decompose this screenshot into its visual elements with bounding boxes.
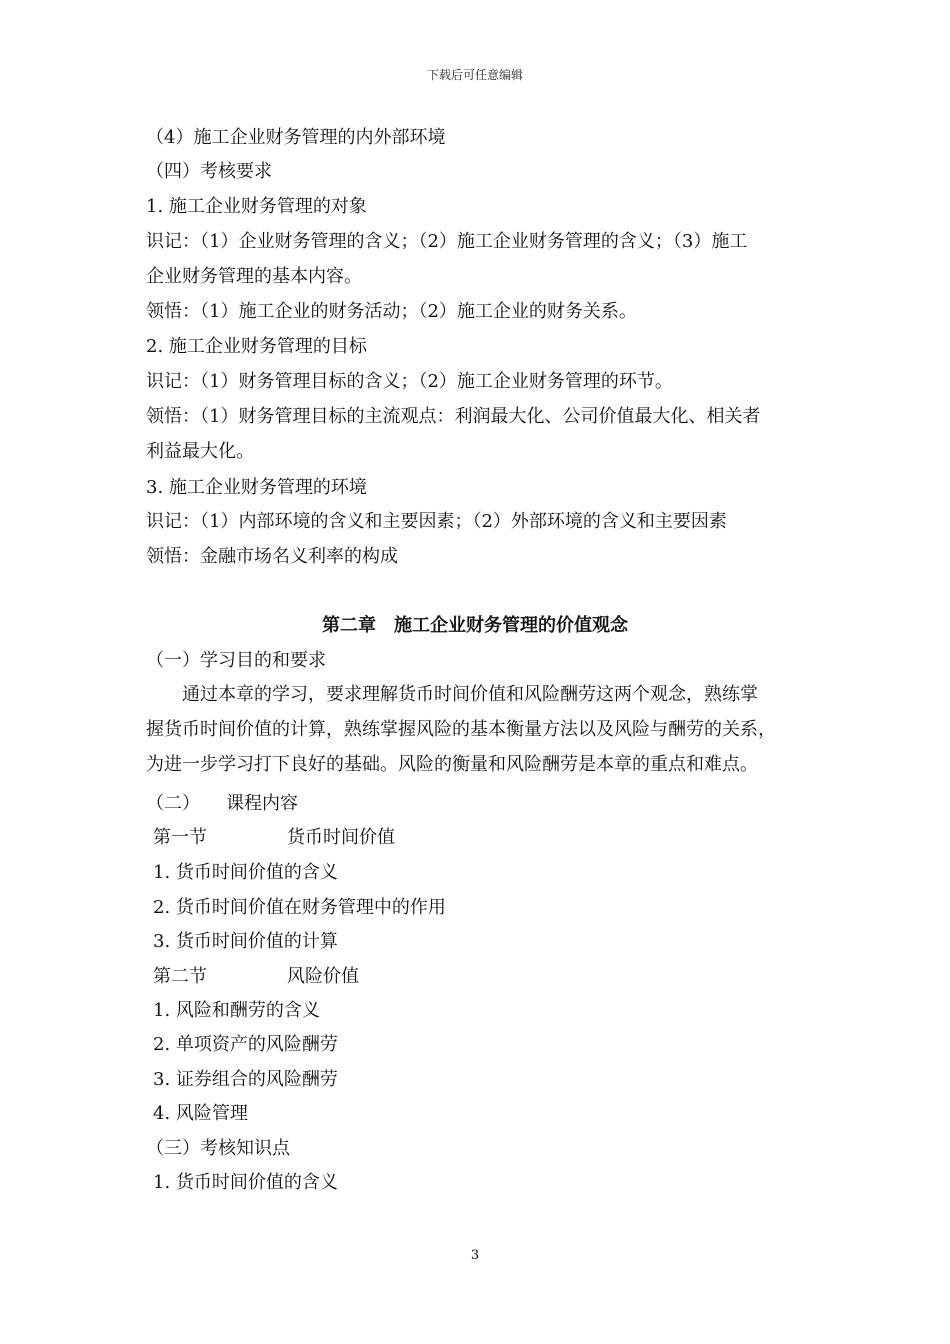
list-item: 3. 证券组合的风险酬劳 <box>153 1069 338 1090</box>
text-line: 利益最大化。 <box>146 441 254 462</box>
text-line: 领悟：（1）财务管理目标的主流观点：利润最大化、公司价值最大化、相关者 <box>146 406 761 427</box>
text-line: 企业财务管理的基本内容。 <box>146 266 362 287</box>
list-item: 4. 风险管理 <box>153 1103 248 1124</box>
text-line: 1. 施工企业财务管理的对象 <box>146 196 367 217</box>
list-item: 3. 货币时间价值的计算 <box>153 931 338 952</box>
chapter-name: 施工企业财务管理的价值观念 <box>394 615 628 636</box>
list-item: 1. 风险和酬劳的含义 <box>153 1000 320 1021</box>
chapter-label: 第二章 <box>322 615 376 636</box>
part-heading <box>153 965 823 989</box>
text-line: 识记：（1）内部环境的含义和主要因素；（2）外部环境的含义和主要因素 <box>146 511 727 532</box>
list-item: 2. 单项资产的风险酬劳 <box>153 1034 338 1055</box>
paragraph-line: 握货币时间价值的计算，熟练掌握风险的基本衡量方法以及风险与酬劳的关系， <box>146 719 776 740</box>
text-line: 3. 施工企业财务管理的环境 <box>146 477 367 498</box>
section-heading: （一）学习目的和要求 <box>146 650 326 671</box>
list-item: 1. 货币时间价值的含义 <box>153 862 338 883</box>
text-line: 2. 施工企业财务管理的目标 <box>146 336 367 357</box>
part-heading <box>153 826 823 850</box>
section-heading <box>146 792 816 816</box>
page-number: 3 <box>470 1248 480 1263</box>
text-line: 识记：（1）企业财务管理的含义；（2）施工企业财务管理的含义；（3）施工 <box>146 231 748 252</box>
text-line: （4）施工企业财务管理的内外部环境 <box>146 127 446 148</box>
section-heading: （三）考核知识点 <box>146 1138 290 1159</box>
list-item: 2. 货币时间价值在财务管理中的作用 <box>153 897 446 918</box>
list-item: 1. 货币时间价值的含义 <box>153 1172 338 1193</box>
part-title: 风险价值 <box>287 966 359 987</box>
text-line: 识记：（1）财务管理目标的含义；（2）施工企业财务管理的环节。 <box>146 371 673 392</box>
part-label: 第一节 <box>153 827 207 848</box>
text-line: 领悟：（1）施工企业的财务活动；（2）施工企业的财务关系。 <box>146 301 637 322</box>
section-heading: （四）考核要求 <box>146 161 272 182</box>
part-label: 第二节 <box>153 966 207 987</box>
chapter-title <box>0 614 950 638</box>
paragraph-line: 通过本章的学习，要求理解货币时间价值和风险酬劳这两个观念，熟练掌 <box>182 684 758 705</box>
section-label: （二） <box>146 793 200 814</box>
text-line: 领悟：金融市场名义利率的构成 <box>146 546 398 567</box>
part-title: 货币时间价值 <box>287 827 395 848</box>
paragraph-line: 为进一步学习打下良好的基础。风险的衡量和风险酬劳是本章的重点和难点。 <box>146 754 758 775</box>
page-header: 下载后可任意编辑 <box>426 68 523 82</box>
section-title: 课程内容 <box>226 793 298 814</box>
